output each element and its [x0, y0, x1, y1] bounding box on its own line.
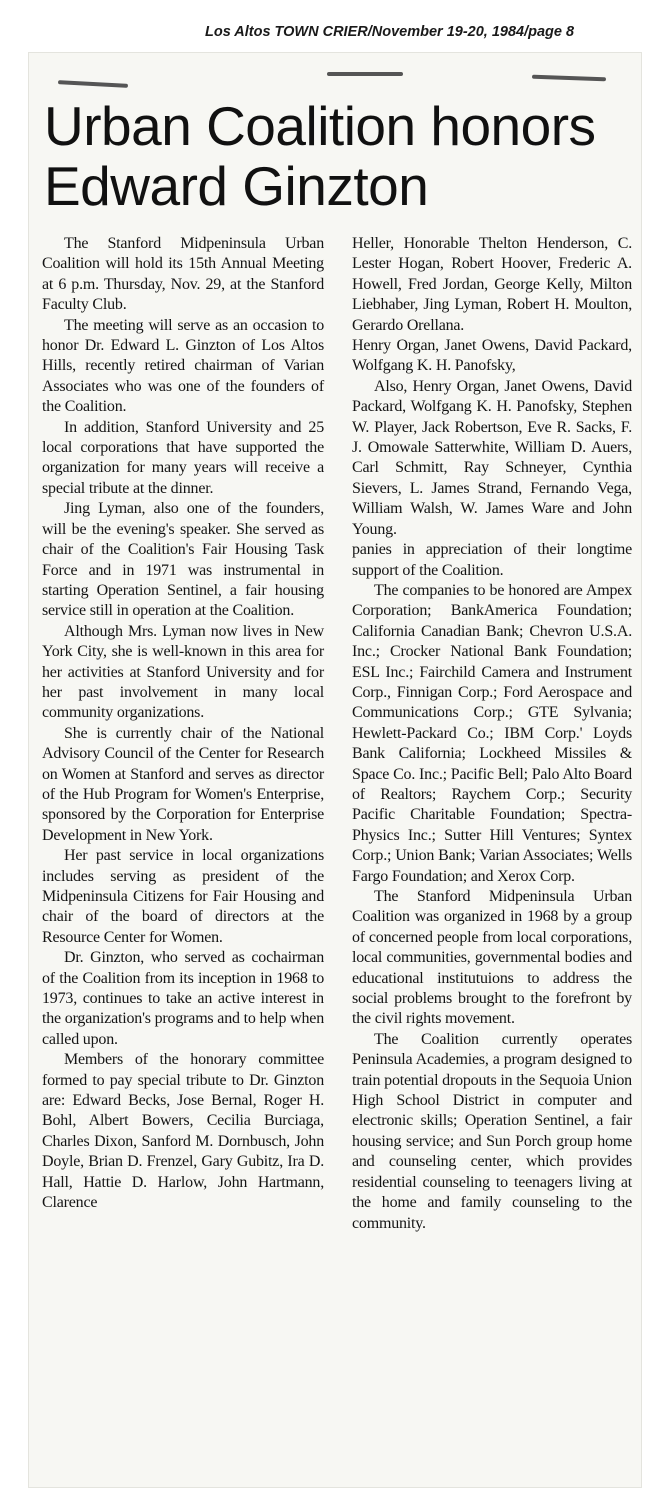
headline-line-2: Edward Ginzton [44, 155, 429, 217]
paragraph: Heller, Honorable Thelton Henderson, C. Lester Hogan, Robert Hoover, Frederic A. Howell, Fred Jordan, George Kelly, Milton Liebhaber, Jing Lyman, Robert H. Moulton, Gerardo Orellana. [352, 235, 632, 334]
paragraph: Members of the honorary committee formed to pay special tribute to Dr. Ginzton are: Edward Becks, Jose Bernal, Roger H. Bohl, Albert Bowers, Cecilia Burciaga, Charles Dixon, Sanford M. Dornbusch, John Doyle, Brian D. Frenzel, Gary Gubitz, Ira D. Hall, Hattie D. Harlow, John Hartmann, Clarence [42, 1051, 324, 1212]
article-column-right [352, 234, 632, 1234]
headline-line-1: Urban Coalition honors [44, 95, 596, 157]
paragraph: Jing Lyman, also one of the founders, will be the evening's speaker. She served as chair of the Coalition's Fair Housing Task Force and in 1971 was instrumental in starting Operation Sentinel, a fair housing service still in operation at the Coalition. [42, 500, 324, 620]
paragraph: The Coalition currently operates Peninsula Academies, a program designed to train potential dropouts in the Sequoia Union High School District in computer and electronic skills; Operation Sentinel, a fair housing service; and Sun Porch group home and counseling center, which provides residential counseling to teenagers living at the home and family counseling to the community. [352, 1030, 632, 1232]
paragraph: The Stanford Midpeninsula Urban Coalition will hold its 15th Annual Meeting at 6 p.m. Thursday, Nov. 29, at the Stanford Faculty Club. [42, 235, 324, 314]
tape-mark [327, 72, 403, 76]
headline [44, 96, 644, 216]
paragraph: Also, Henry Organ, Janet Owens, David Packard, Wolfgang K. H. Panofsky, Stephen W. Player, Jack Robertson, Eve R. Sacks, F. J. Omowale Satterwhite, William D. Auers, Carl Schmitt, Ray Schneyer, Cynthia Sievers, L. James Strand, Fernando Vega, William Walsh, W. James Ware and John Young. [352, 377, 632, 538]
masthead: Los Altos TOWN CRIER/November 19-20, 1984/page 8 [205, 24, 575, 40]
paragraph: In addition, Stanford University and 25 local corporations that have supported the organization for many years will receive a special tribute at the dinner. [42, 418, 324, 497]
paragraph: Henry Organ, Janet Owens, David Packard, Wolfgang K. H. Panofsky, [352, 337, 632, 375]
paragraph: panies in appreciation of their longtime support of the Coalition. [352, 541, 632, 579]
paragraph: She is currently chair of the National Advisory Council of the Center for Research on Women at Stanford and serves as director of the Hub Program for Women's Enterprise, sponsored by the Corporation for Enterprise Development in New York. [42, 724, 324, 844]
paragraph: The meeting will serve as an occasion to honor Dr. Edward L. Ginzton of Los Altos Hills, recently retired chairman of Varian Associates who was one of the founders of the Coalition. [42, 316, 324, 416]
paragraph: Although Mrs. Lyman now lives in New York City, she is well-known in this area for her activities at Stanford University and for her past involvement in many local community organizations. [42, 622, 324, 722]
article-column-left [42, 234, 324, 1214]
paragraph: Her past service in local organizations includes serving as president of the Midpeninsula Citizens for Fair Housing and chair of the board of directors at the Resource Center for Women. [42, 847, 324, 946]
paragraph: The Stanford Midpeninsula Urban Coalition was organized in 1968 by a group of concerned people from local corporations, local communities, governmental bodies and educational institutuions to address the social problems brought to the forefront by the civil rights movement. [352, 888, 632, 1028]
paragraph: Dr. Ginzton, who served as cochairman of the Coalition from its inception in 1968 to 1973, continues to take an active interest in the organization's programs and to help when called upon. [42, 949, 324, 1048]
paragraph: The companies to be honored are Ampex Corporation; BankAmerica Foundation; California Canadian Bank; Chevron U.S.A. Inc.; Crocker National Bank Foundation; ESL Inc.; Fairchild Camera and Instrument Corp., Finnigan Corp.; Ford Aerospace and Communications Corp.; GTE Sylvania; Hewlett-Packard Co.; IBM Corp.' Loyds Bank California; Lockheed Missiles & Space Co. Inc.; Pacific Bell; Palo Alto Board of Realtors; Raychem Corp.; Security Pacific Charitable Foundation; Spectra-Physics Inc.; Sutter Hill Ventures; Syntex Corp.; Union Bank; Varian Associates; Wells Fargo Foundation; and Xerox Corp. [352, 581, 632, 885]
